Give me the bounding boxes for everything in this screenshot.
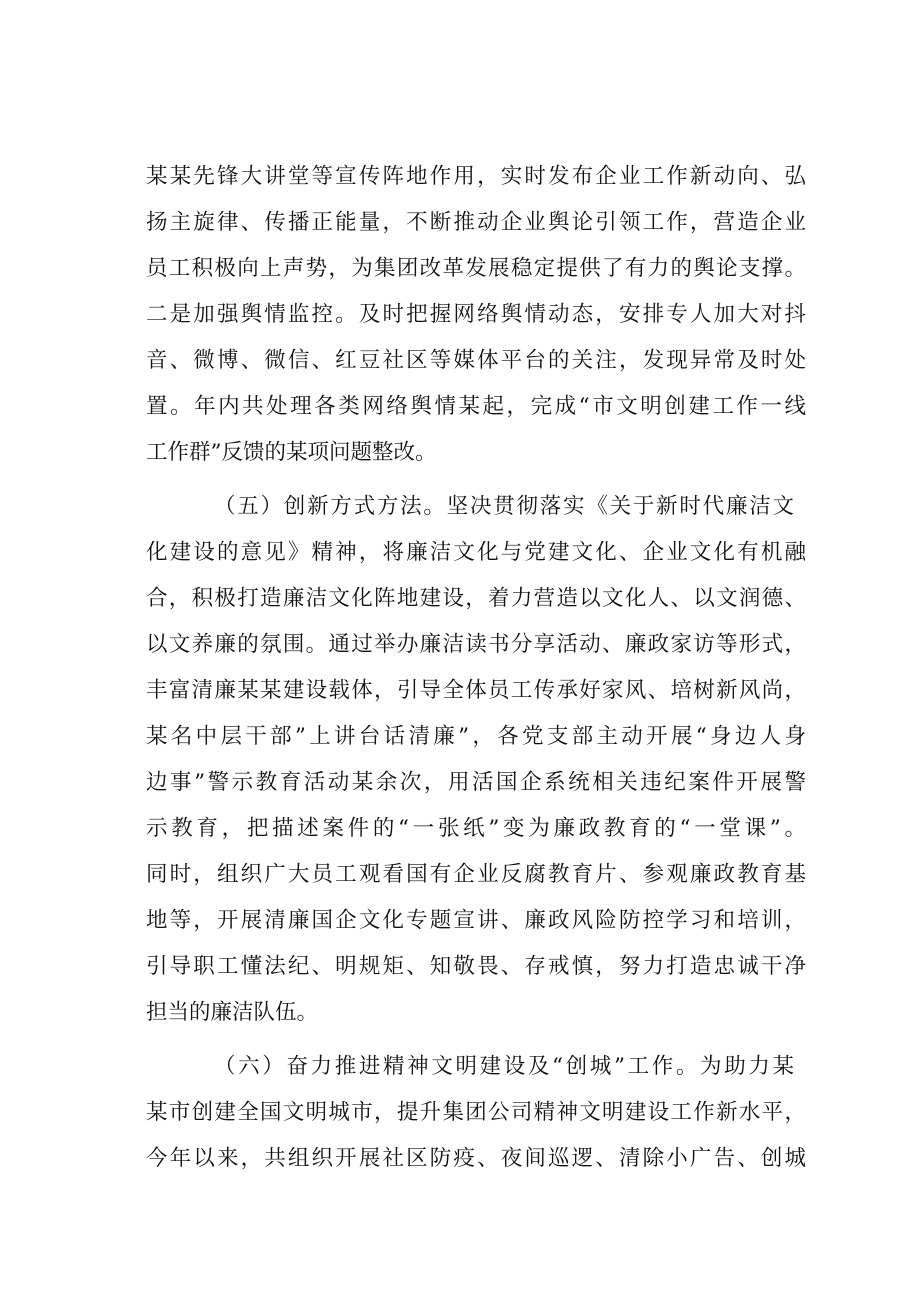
paragraph-line: 丰富清廉某某建设载体，引导全体员工传承好家风、培树新风尚，: [146, 678, 806, 703]
paragraph-line: 化建设的意见》精神，将廉洁文化与党建文化、企业文化有机融: [146, 540, 806, 565]
paragraph-line: 以文养廉的氛围。通过举办廉洁读书分享活动、廉政家访等形式，: [146, 632, 806, 657]
section-heading-line: （五）创新方式方法。坚决贯彻落实《关于新时代廉洁文: [214, 494, 794, 519]
paragraph-line: 某市创建全国文明城市，提升集团公司精神文明建设工作新水平，: [146, 1100, 806, 1125]
paragraph-line: 地等，开展清廉国企文化专题宣讲、廉政风险防控学习和培训，: [146, 908, 806, 933]
paragraph-line: 工作群”反馈的某项问题整改。: [146, 440, 437, 465]
paragraph-line: 边事”警示教育活动某余次，用活国企系统相关违纪案件开展警: [146, 770, 806, 795]
paragraph-line: 引导职工懂法纪、明规矩、知敬畏、存戒慎，努力打造忠诚干净: [146, 954, 806, 979]
paragraph-line: 音、微博、微信、红豆社区等媒体平台的关注，发现异常及时处: [146, 348, 806, 373]
paragraph-line: 今年以来，共组织开展社区防疫、夜间巡逻、清除小广告、创城: [146, 1146, 806, 1171]
paragraph-line: 合，积极打造廉洁文化阵地建设，着力营造以文化人、以文润德、: [146, 586, 806, 611]
section-heading-line: （六）奋力推进精神文明建设及“创城”工作。为助力某: [214, 1054, 794, 1079]
paragraph-line: 同时，组织广大员工观看国有企业反腐教育片、参观廉政教育基: [146, 862, 806, 887]
paragraph-line: 某名中层干部”上讲台话清廉”，各党支部主动开展“身边人身: [146, 724, 806, 749]
paragraph-line: 某某先锋大讲堂等宣传阵地作用，实时发布企业工作新动向、弘: [146, 164, 806, 189]
paragraph-line: 扬主旋律、传播正能量，不断推动企业舆论引领工作，营造企业: [146, 210, 806, 235]
paragraph-line: 示教育，把描述案件的“一张纸”变为廉政教育的“一堂课”。: [146, 816, 806, 841]
paragraph-line: 二是加强舆情监控。及时把握网络舆情动态，安排专人加大对抖: [146, 302, 806, 327]
paragraph-line: 置。年内共处理各类网络舆情某起，完成“市文明创建工作一线: [146, 394, 806, 419]
paragraph-line: 担当的廉洁队伍。: [146, 1000, 319, 1025]
paragraph-line: 员工积极向上声势，为集团改革发展稳定提供了有力的舆论支撑。: [146, 256, 806, 281]
